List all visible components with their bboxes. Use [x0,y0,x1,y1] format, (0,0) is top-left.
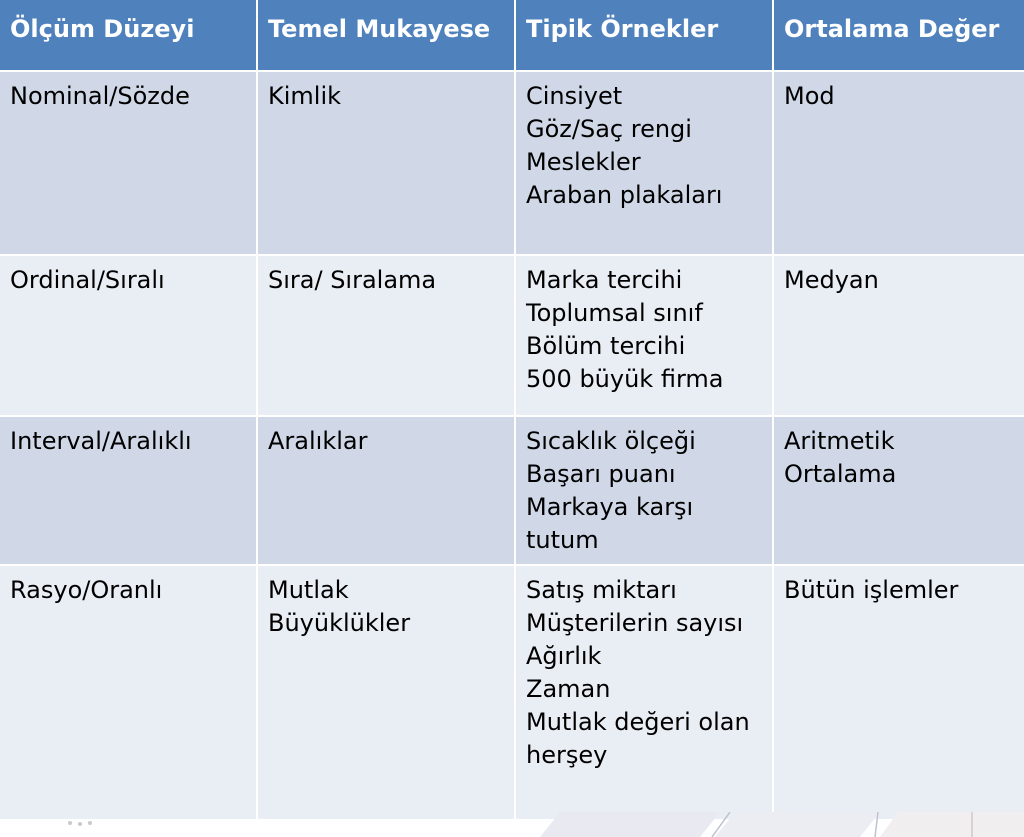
table-cell: Mutlak Büyüklükler [258,566,514,819]
table-cell: Sıra/ Sıralama [258,256,514,415]
table-cell: Aritmetik Ortalama [774,417,1024,564]
table-cell: Nominal/Sözde [0,72,256,254]
table-cell: Sıcaklık ölçeği Başarı puanı Markaya karşı tutum [516,417,772,564]
table-cell: Cinsiyet Göz/Saç rengi Meslekler Araban plakaları [516,72,772,254]
header-cell: Ölçüm Düzeyi [0,0,256,70]
table-cell: Bütün işlemler [774,566,1024,819]
table-cell: Kimlik [258,72,514,254]
header-cell: Temel Mukayese [258,0,514,70]
table-cell: Aralıklar [258,417,514,564]
table-cell: Mod [774,72,1024,254]
table-cell: Medyan [774,256,1024,415]
table-cell: Ordinal/Sıralı [0,256,256,415]
decorative-footer-stripes [0,812,1024,837]
table-cell: Rasyo/Oranlı [0,566,256,819]
header-cell: Ortalama Değer [774,0,1024,70]
table-cell: Satış miktarı Müşterilerin sayısı Ağırlık Zaman Mutlak değeri olan herşey [516,566,772,819]
table-cell: Marka tercihi Toplumsal sınıf Bölüm tercihi 500 büyük firma [516,256,772,415]
header-cell: Tipik Örnekler [516,0,772,70]
table-cell: Interval/Aralıklı [0,417,256,564]
